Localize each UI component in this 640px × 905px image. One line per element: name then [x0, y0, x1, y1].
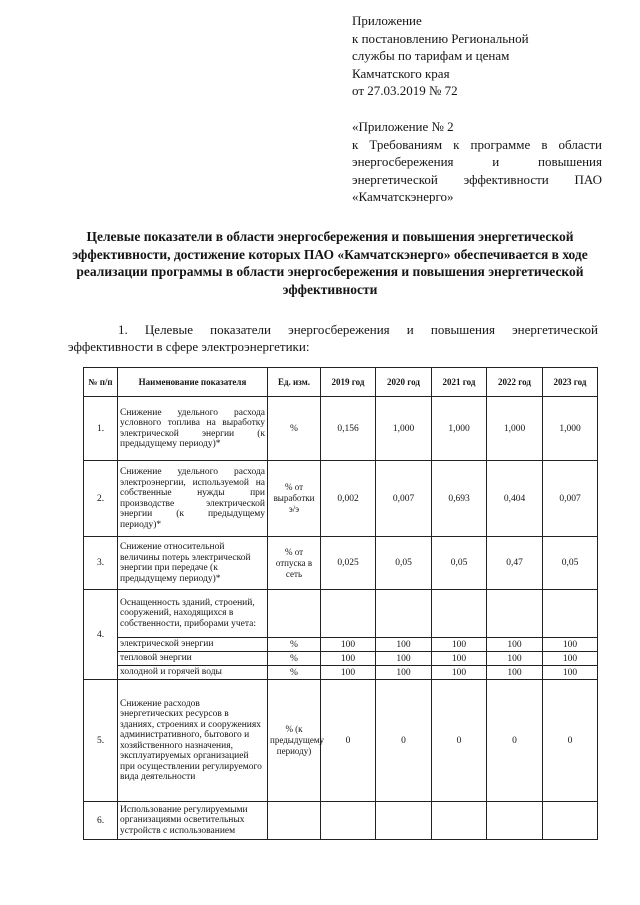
unit-cell: %: [268, 652, 321, 666]
table-row: [84, 537, 598, 590]
value-cell: 100: [376, 652, 432, 666]
value-cell: 100: [321, 666, 376, 680]
table-subrow: [84, 666, 598, 680]
header-cell: Наименование показателя: [118, 368, 268, 397]
value-cell: [432, 802, 487, 840]
value-cell: 100: [432, 638, 487, 652]
table-row: [84, 680, 598, 802]
row-number: 1.: [84, 397, 118, 461]
table-subrow: [84, 638, 598, 652]
header-cell: № п/п: [84, 368, 118, 397]
header-cell: Ед. изм.: [268, 368, 321, 397]
empty-cell: [432, 590, 487, 638]
value-cell: 1,000: [543, 397, 598, 461]
value-cell: 100: [543, 666, 598, 680]
indicator-name: Снижение расходов энергетических ресурсов в зданиях, строениях и сооружениях административного, бытового и хозяйственного назначения, эксплуатируемых организацией при осуществлении регулируемого вида деятельности: [118, 680, 268, 802]
intro-paragraph: 1. Целевые показатели энергосбережения и повышения энергетической эффективности в сфере электроэнергетики:: [68, 322, 598, 354]
row-number: 3.: [84, 537, 118, 590]
empty-cell: [268, 590, 321, 638]
row-number: 6.: [84, 802, 118, 840]
unit-cell: %: [268, 638, 321, 652]
value-cell: 100: [376, 666, 432, 680]
value-cell: [376, 802, 432, 840]
header-cell: 2022 год: [487, 368, 543, 397]
appendix-line: Приложение: [352, 13, 422, 28]
value-cell: 1,000: [376, 397, 432, 461]
value-cell: 0,05: [543, 537, 598, 590]
appendix2-line: к Требованиям к программе в области энергосбережения и повышения энергетической эффективности ПАО «Камчатскэнерго»: [352, 136, 602, 204]
unit-cell: [268, 802, 321, 840]
value-cell: 100: [543, 652, 598, 666]
value-cell: 100: [543, 638, 598, 652]
unit-cell: % (к предыдущему периоду): [268, 680, 321, 802]
table-row: [84, 802, 598, 840]
indicator-name: Снижение относительной величины потерь электрической энергии при передаче (к предыдущему периоду)*: [118, 537, 268, 590]
value-cell: 0: [376, 680, 432, 802]
header-cell: 2023 год: [543, 368, 598, 397]
value-cell: [487, 802, 543, 840]
unit-cell: % от отпуска в сеть: [268, 537, 321, 590]
value-cell: 100: [487, 652, 543, 666]
value-cell: 0,404: [487, 461, 543, 537]
row-number: 5.: [84, 680, 118, 802]
value-cell: 100: [432, 666, 487, 680]
value-cell: 0,693: [432, 461, 487, 537]
table-row: [84, 397, 598, 461]
indicator-name: Оснащенность зданий, строений, сооружений, находящихся в собственности, приборами учета:: [118, 590, 268, 638]
appendix2-line: «Приложение № 2: [352, 119, 454, 134]
value-cell: 0,156: [321, 397, 376, 461]
unit-cell: %: [268, 397, 321, 461]
value-cell: 0: [321, 680, 376, 802]
value-cell: 0: [487, 680, 543, 802]
value-cell: 0,05: [376, 537, 432, 590]
value-cell: 0,025: [321, 537, 376, 590]
value-cell: 1,000: [487, 397, 543, 461]
row-number: 4.: [84, 590, 118, 680]
indicator-name: Использование регулируемыми организациями осветительных устройств с использованием: [118, 802, 268, 840]
subindicator-name: тепловой энергии: [118, 652, 268, 666]
unit-cell: %: [268, 666, 321, 680]
document-title: Целевые показатели в области энергосбережения и повышения энергетической эффективности, достижение которых ПАО «Камчатскэнерго» обеспечивается в ходе реализации программы в области энергосбережения и повышения энергетической эффективности: [72, 229, 588, 297]
header-cell: 2021 год: [432, 368, 487, 397]
value-cell: 1,000: [432, 397, 487, 461]
value-cell: 100: [376, 638, 432, 652]
subindicator-name: электрической энергии: [118, 638, 268, 652]
header-cell: 2020 год: [376, 368, 432, 397]
appendix-line: службы по тарифам и ценам: [352, 48, 510, 63]
indicator-name: Снижение удельного расхода условного топлива на выработку электрической энергии (к предыдущему периоду)*: [118, 397, 268, 461]
value-cell: 0,007: [376, 461, 432, 537]
appendix-line: к постановлению Региональной: [352, 30, 529, 46]
table-row: [84, 590, 598, 638]
value-cell: 100: [321, 652, 376, 666]
value-cell: [543, 802, 598, 840]
subindicator-name: холодной и горячей воды: [118, 666, 268, 680]
table-subrow: [84, 652, 598, 666]
value-cell: 100: [321, 638, 376, 652]
value-cell: 100: [487, 666, 543, 680]
appendix-header: [352, 12, 602, 100]
appendix-line: от 27.03.2019 № 72: [352, 83, 458, 98]
value-cell: [321, 802, 376, 840]
value-cell: 0,007: [543, 461, 598, 537]
empty-cell: [487, 590, 543, 638]
value-cell: 0,47: [487, 537, 543, 590]
value-cell: 0: [543, 680, 598, 802]
header-cell: 2019 год: [321, 368, 376, 397]
appendix2-header: [352, 118, 602, 206]
indicator-name: Снижение удельного расхода электроэнергии, используемой на собственные нужды при производстве электрической энергии (к предыдущему периоду)*: [118, 461, 268, 537]
value-cell: 0: [432, 680, 487, 802]
table-header-row: [84, 368, 598, 397]
value-cell: 100: [487, 638, 543, 652]
value-cell: 100: [432, 652, 487, 666]
value-cell: 0,05: [432, 537, 487, 590]
indicators-table: [83, 367, 598, 840]
unit-cell: % от выработки э/э: [268, 461, 321, 537]
empty-cell: [321, 590, 376, 638]
row-number: 2.: [84, 461, 118, 537]
appendix-line: Камчатского края: [352, 65, 450, 81]
table-row: [84, 461, 598, 537]
value-cell: 0,002: [321, 461, 376, 537]
empty-cell: [376, 590, 432, 638]
empty-cell: [543, 590, 598, 638]
